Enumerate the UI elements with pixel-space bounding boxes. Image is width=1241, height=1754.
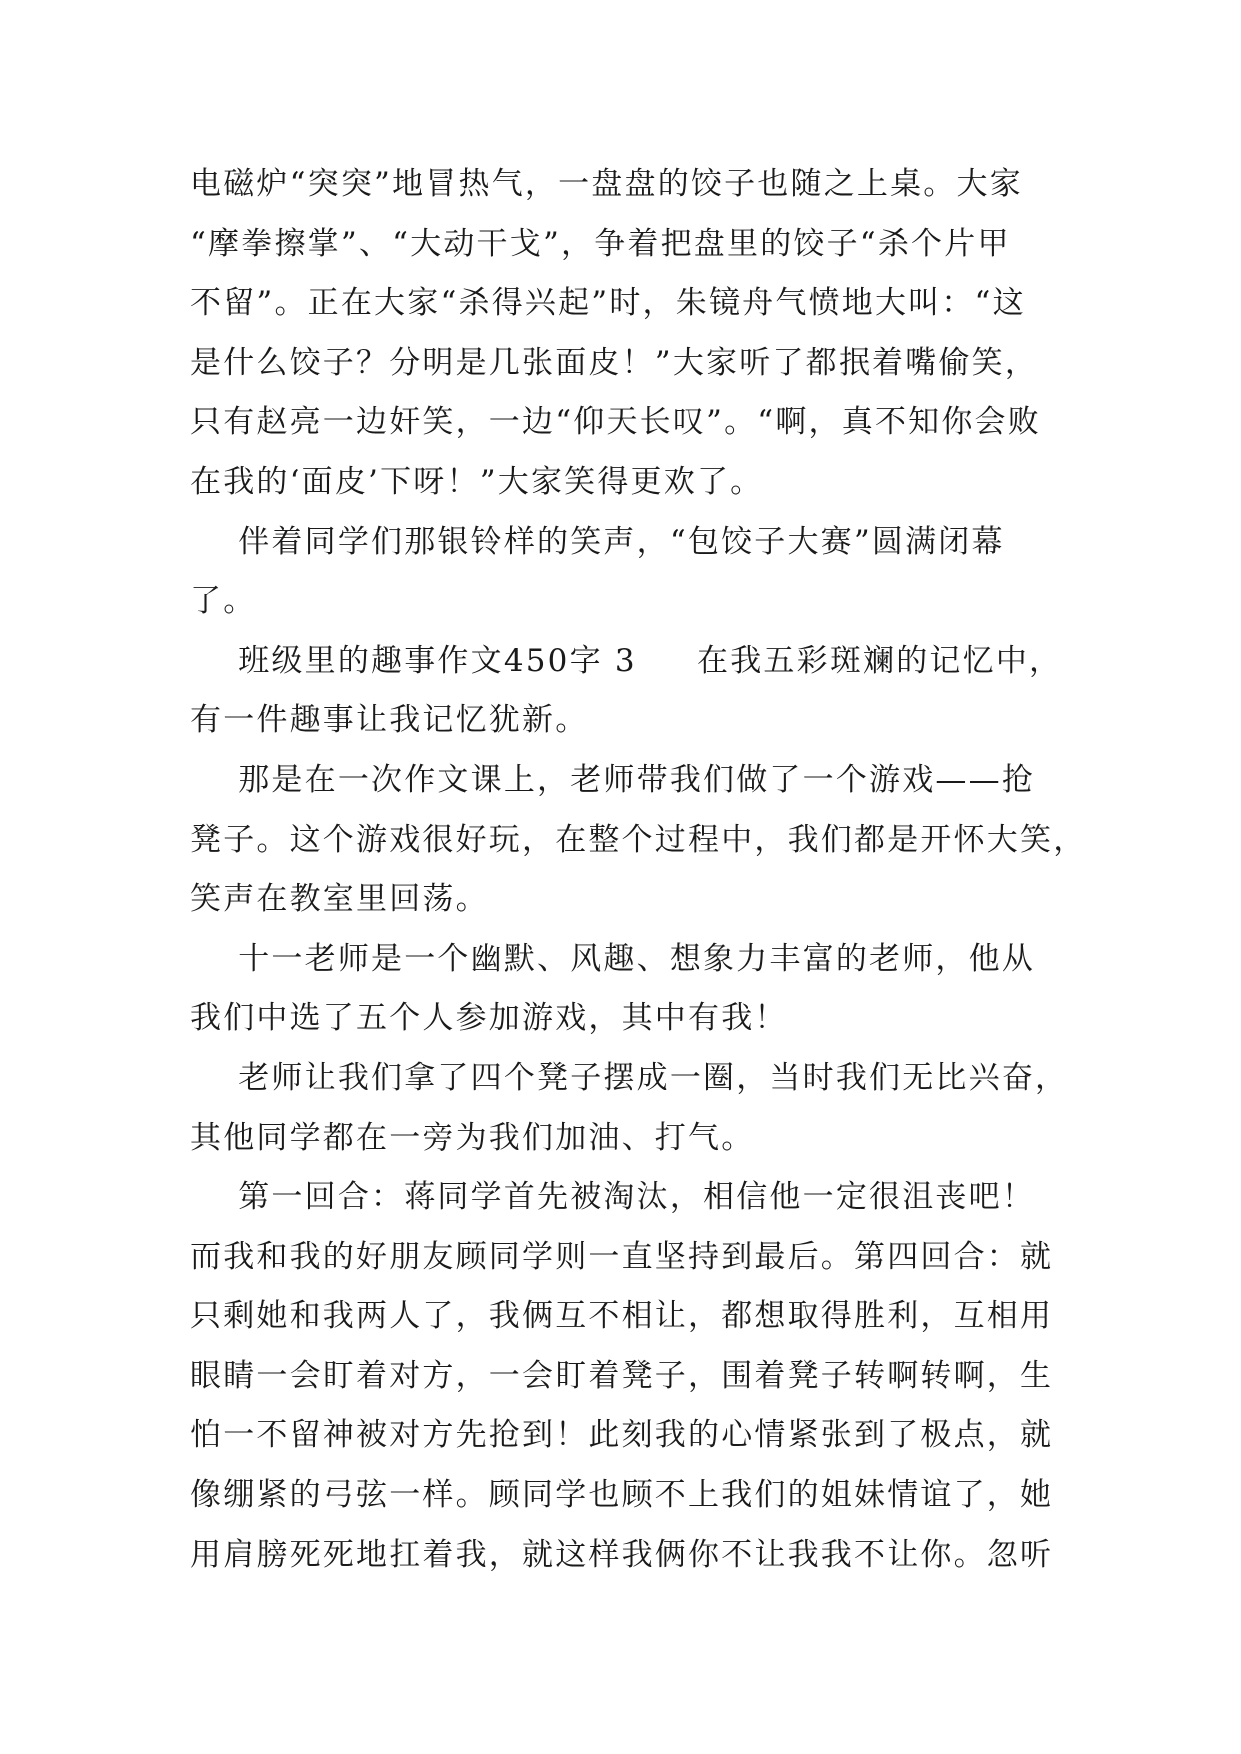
text-line: 了。: [190, 583, 257, 620]
text-line: 我们中选了五个人参加游戏，其中有我！: [190, 1000, 788, 1037]
text-line: 笑声在教室里回荡。: [190, 881, 489, 918]
text-line: 那是在一次作文课上，老师带我们做了一个游戏——抢: [190, 761, 1036, 798]
text-line: 凳子。这个游戏很好玩，在整个过程中，我们都是开怀大笑，: [190, 821, 1087, 858]
text-line: 像绷紧的弓弦一样。顾同学也顾不上我们的姐妹情谊了，她: [190, 1477, 1054, 1514]
text-line: 用肩膀死死地扛着我，就这样我俩你不让我我不让你。忽听: [190, 1536, 1054, 1573]
text-line: 而我和我的好朋友顾同学则一直坚持到最后。第四回合：就: [190, 1238, 1054, 1275]
text-line: 十一老师是一个幽默、风趣、想象力丰富的老师，他从: [190, 940, 1036, 977]
text-line: 只剩她和我两人了，我俩互不相让，都想取得胜利，互相用: [190, 1298, 1054, 1335]
text-line: 眼睛一会盯着对方，一会盯着凳子，围着凳子转啊转啊，生: [190, 1357, 1054, 1394]
text-line: “摩拳擦掌”、“大动干戈”，争着把盘里的饺子“杀个片甲: [190, 225, 1011, 262]
text-line: 是什么饺子？分明是几张面皮！”大家听了都抿着嘴偷笑，: [190, 344, 1039, 381]
text-line: 电磁炉“突突”地冒热气，一盘盘的饺子也随之上桌。大家: [190, 166, 1023, 202]
essay-body: [190, 155, 1087, 1585]
text-line: 班级里的趣事作文450字 3 在我五彩斑斓的记忆中，: [190, 642, 1063, 679]
text-line: 第一回合：蒋同学首先被淘汰，相信他一定很沮丧吧！: [190, 1179, 1036, 1216]
text-line: 有一件趣事让我记忆犹新。: [190, 702, 589, 739]
text-line: 怕一不留神被对方先抢到！此刻我的心情紧张到了极点，就: [190, 1417, 1054, 1454]
text-line: 伴着同学们那银铃样的笑声，“包饺子大赛”圆满闭幕: [190, 523, 1005, 560]
text-line: 其他同学都在一旁为我们加油、打气。: [190, 1119, 755, 1156]
text-line: 只有赵亮一边奸笑，一边“仰天长叹”。“啊，真不知你会败: [190, 404, 1041, 441]
text-line: 在我的‘面皮’下呀！”大家笑得更欢了。: [190, 463, 764, 500]
text-line: 不留”。正在大家“杀得兴起”时，朱镜舟气愤地大叫：“这: [190, 285, 1026, 322]
text-line: 老师让我们拿了四个凳子摆成一圈，当时我们无比兴奋，: [190, 1059, 1069, 1096]
